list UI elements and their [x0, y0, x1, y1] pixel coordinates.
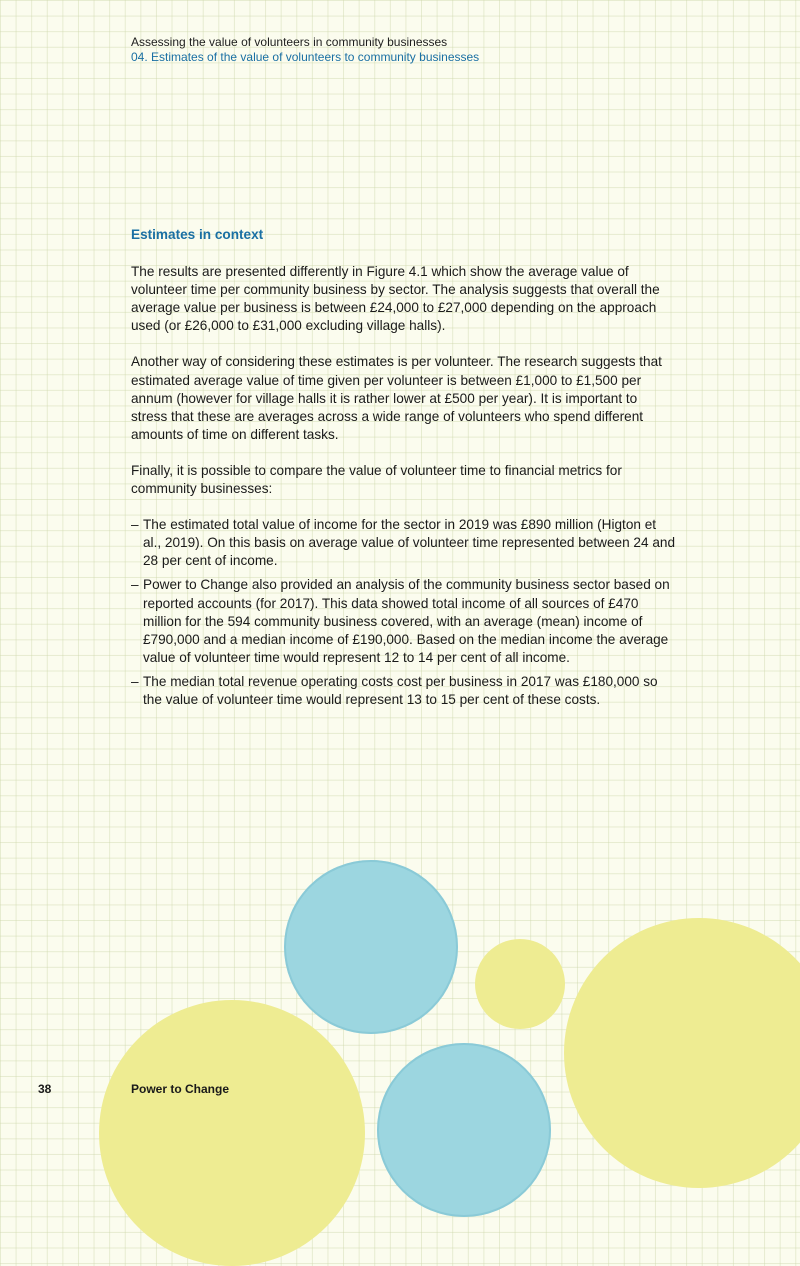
- list-item: [131, 516, 676, 570]
- bullet-list: [131, 516, 676, 709]
- dash-marker: –: [131, 673, 139, 689]
- list-item-text: The estimated total value of income for the sector in 2019 was £890 million (Higton et al., 2019). On this basis on average value of volunteer time represented between 24 and 28 per cent of income.: [143, 517, 676, 569]
- decorative-circle-blue-bottom: [377, 1043, 551, 1217]
- list-item: [131, 576, 676, 666]
- decorative-circle-yellow-large-left: [99, 1000, 365, 1266]
- main-content: [131, 226, 676, 715]
- dash-marker: –: [131, 577, 139, 593]
- paragraph: Finally, it is possible to compare the value of volunteer time to financial metrics for community businesses:: [131, 462, 622, 497]
- list-item-text: The median total revenue operating costs cost per business in 2017 was £180,000 so the value of volunteer time would represent 13 to 15 per cent of these costs.: [143, 673, 658, 707]
- section-title: 04. Estimates of the value of volunteers to community businesses: [131, 50, 480, 64]
- document-title: Assessing the value of volunteers in community businesses: [131, 35, 448, 49]
- decorative-circle-blue-top: [284, 860, 458, 1034]
- page-header: [131, 35, 479, 65]
- footer-brand: Power to Change: [131, 1082, 230, 1096]
- section-heading: Estimates in context: [131, 227, 264, 242]
- decorative-circle-yellow-small: [475, 939, 565, 1029]
- list-item-text: Power to Change also provided an analysis of the community business sector based on reported accounts (for 2017). This data showed total income of all sources of £470 million for the 594 community business covered, with an average (mean) income of £790,000 and a median income of £190,000. Based on the median income the average value of volunteer time would represent 12 to 14 per cent of all income.: [143, 577, 670, 665]
- paragraph: The results are presented differently in Figure 4.1 which show the average value of volunteer time per community business by sector. The analysis suggests that overall the average value per business is between £24,000 to £27,000 depending on the approach used (or £26,000 to £31,000 excluding village halls).: [131, 264, 660, 334]
- dash-marker: –: [131, 517, 139, 533]
- paragraph: Another way of considering these estimates is per volunteer. The research suggests that estimated average value of time given per volunteer is between £1,000 to £1,500 per annum (however for village halls it is rather lower at £500 per year). It is important to stress that these are averages across a wide range of volunteers who spend different amounts of time on different tasks.: [131, 354, 662, 442]
- decorative-circle-yellow-large-right: [564, 918, 800, 1188]
- list-item: [131, 673, 676, 709]
- page-number: 38: [38, 1082, 52, 1096]
